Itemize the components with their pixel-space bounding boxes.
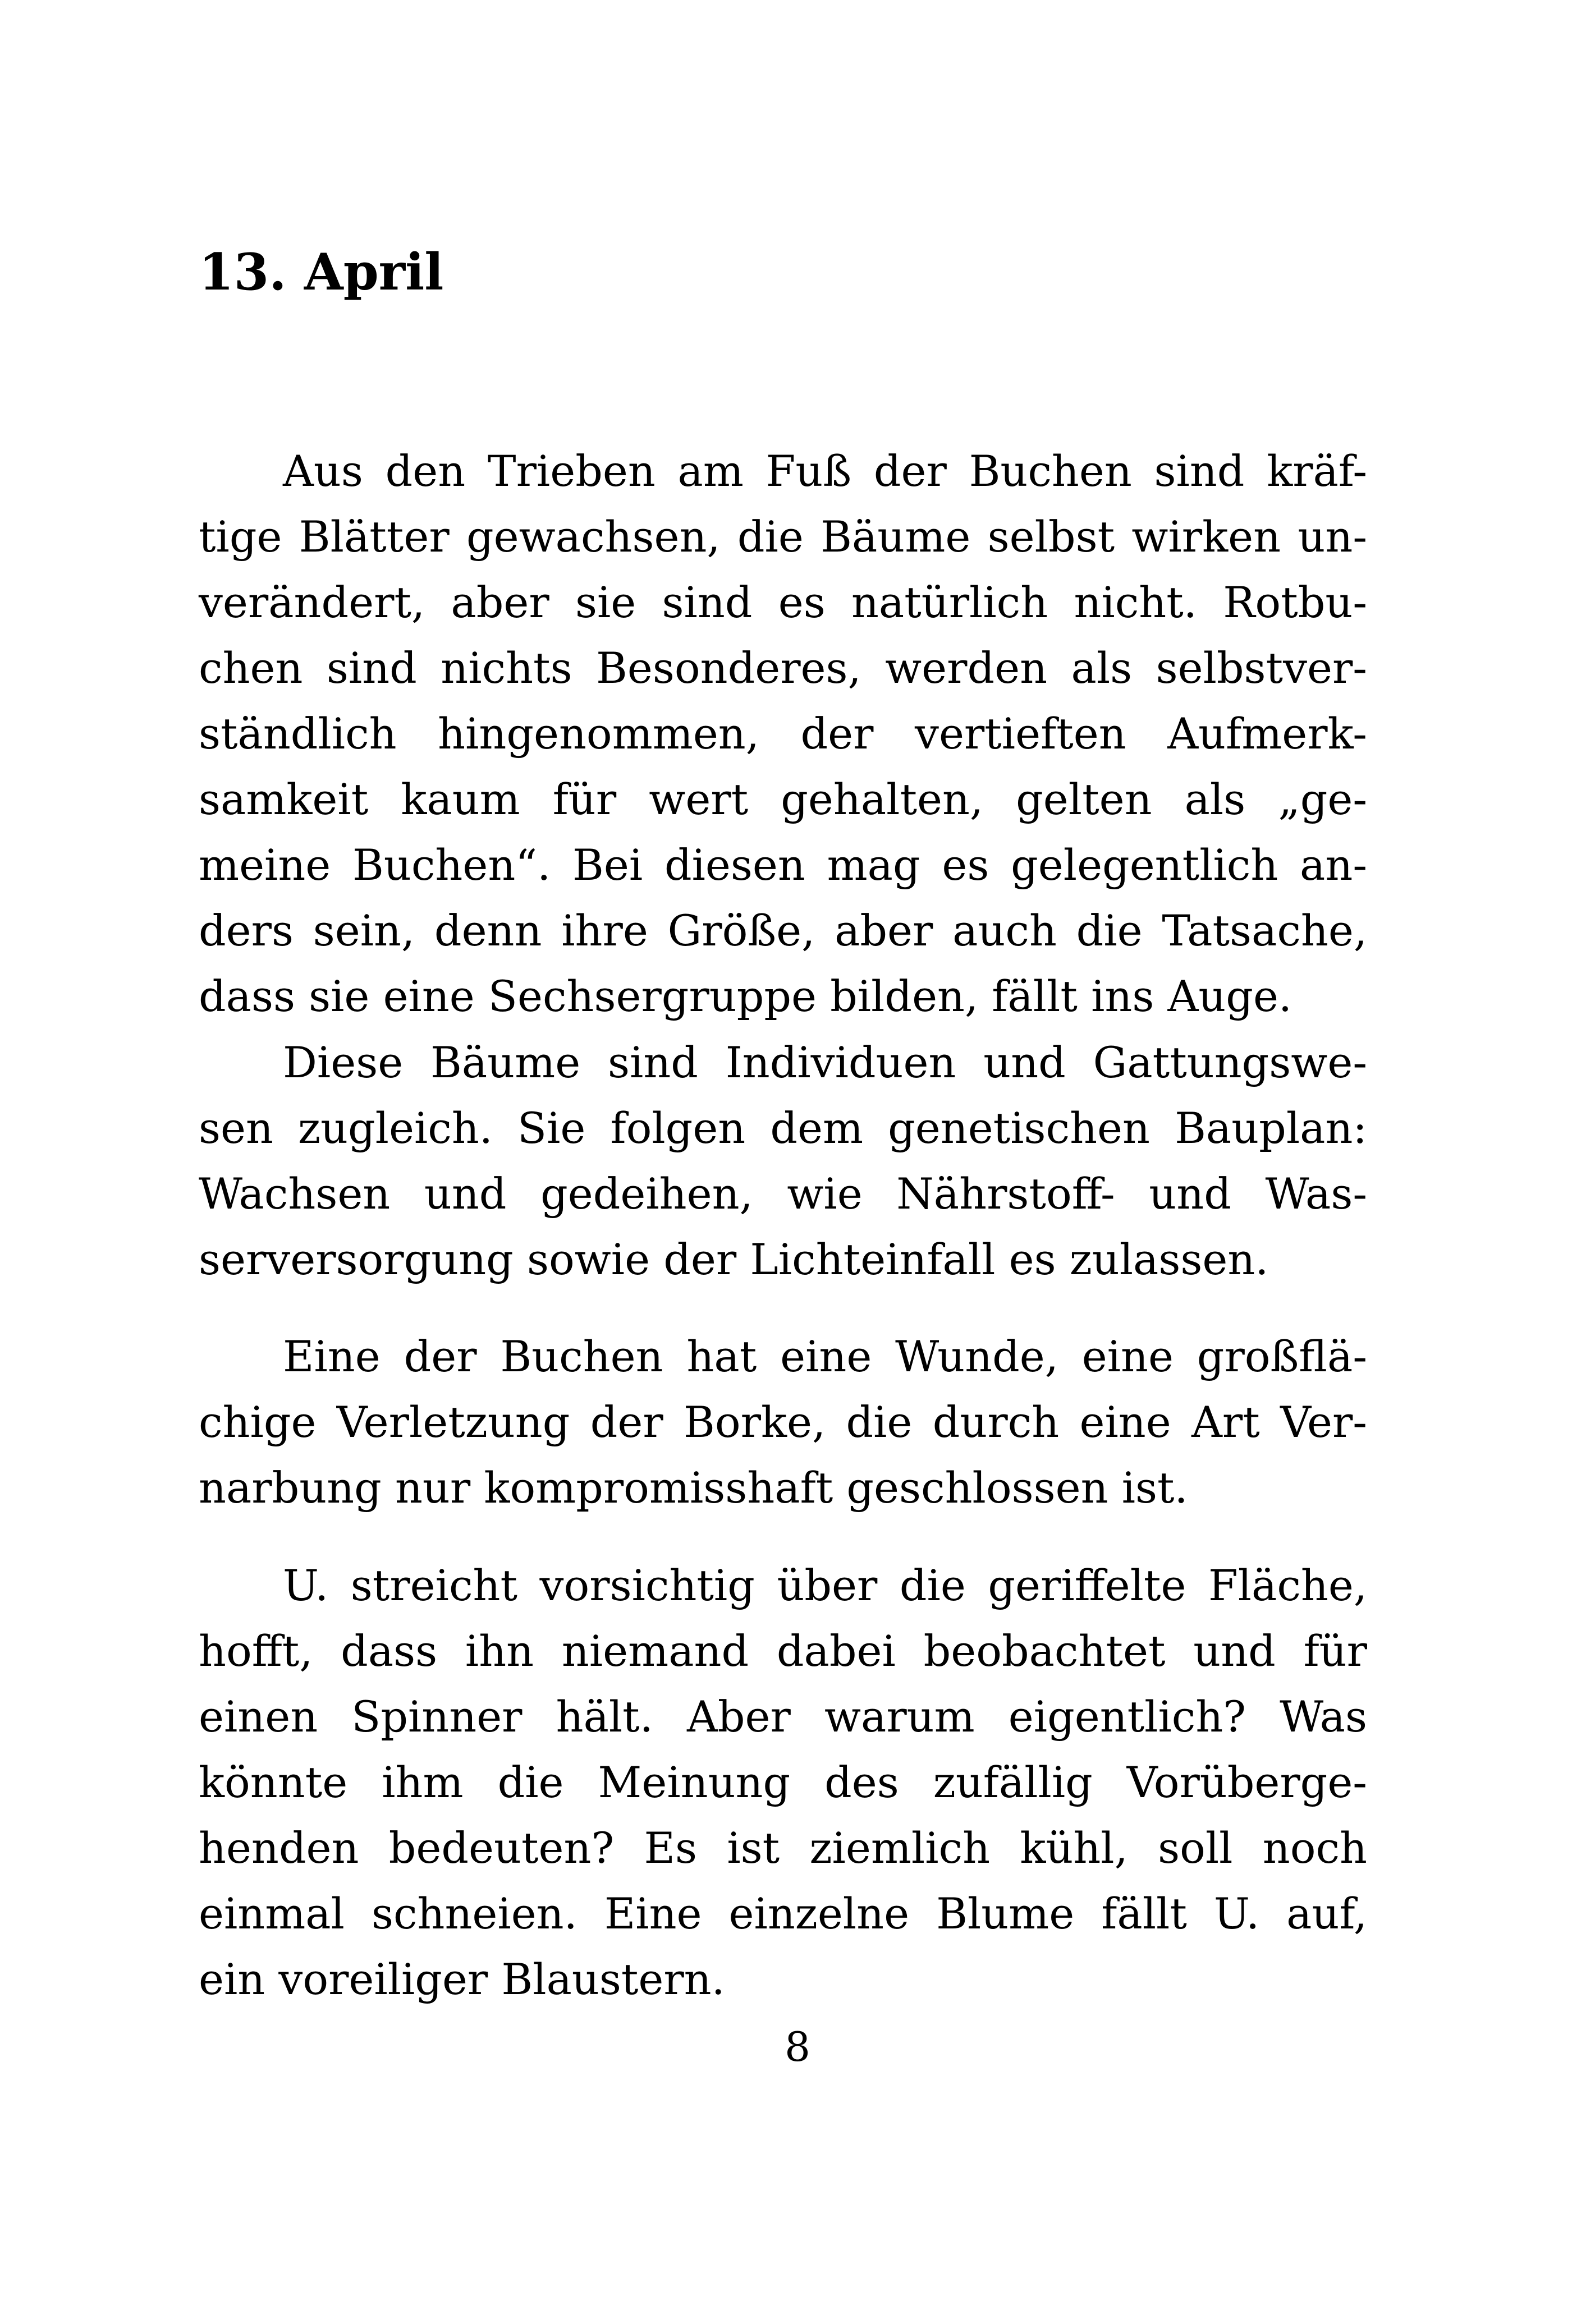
paragraph bbox=[199, 1030, 1367, 1292]
text-line: ders sein, denn ihre Größe, aber auch die Tatsache, bbox=[199, 906, 1367, 956]
text-line: meine Buchen“. Bei diesen mag es gelegentlich an- bbox=[199, 840, 1367, 890]
paragraph bbox=[199, 438, 1367, 1029]
page-number: 8 bbox=[785, 2023, 810, 2070]
paragraph bbox=[199, 1324, 1367, 1521]
text-line: chen sind nichts Besonderes, werden als selbstver- bbox=[199, 643, 1367, 693]
text-line: samkeit kaum für wert gehalten, gelten als „ge- bbox=[199, 774, 1367, 824]
page-heading: 13. April bbox=[199, 242, 444, 302]
text-line: hofft, dass ihn niemand dabei beobachtet und für bbox=[199, 1626, 1367, 1676]
text-line: narbung nur kompromisshaft geschlossen ist. bbox=[199, 1463, 1188, 1513]
text-line: verändert, aber sie sind es natürlich nicht. Rotbu- bbox=[199, 577, 1367, 627]
paragraph bbox=[199, 1553, 1367, 2012]
text-line: henden bedeuten? Es ist ziemlich kühl, soll noch bbox=[199, 1823, 1367, 1873]
text-line: dass sie eine Sechsergruppe bilden, fällt ins Auge. bbox=[199, 971, 1292, 1021]
text-line: könnte ihm die Meinung des zufällig Vorüberge- bbox=[199, 1757, 1367, 1807]
text-line: U. streicht vorsichtig über die geriffelte Fläche, bbox=[283, 1560, 1367, 1610]
text-line: ständlich hingenommen, der vertieften Aufmerk- bbox=[199, 709, 1367, 759]
text-line: Eine der Buchen hat eine Wunde, eine großflä- bbox=[283, 1331, 1367, 1381]
text-line: Wachsen und gedeihen, wie Nährstoff- und Was- bbox=[199, 1169, 1367, 1219]
text-line: chige Verletzung der Borke, die durch eine Art Ver- bbox=[199, 1397, 1367, 1447]
text-line: einen Spinner hält. Aber warum eigentlich? Was bbox=[199, 1692, 1367, 1742]
text-line: tige Blätter gewachsen, die Bäume selbst wirken un- bbox=[199, 512, 1367, 562]
text-line: einmal schneien. Eine einzelne Blume fällt U. auf, bbox=[199, 1889, 1367, 1939]
text-line: Diese Bäume sind Individuen und Gattungswe- bbox=[283, 1037, 1367, 1087]
text-line: Aus den Trieben am Fuß der Buchen sind kräf- bbox=[283, 446, 1367, 496]
text-line: sen zugleich. Sie folgen dem genetischen Bauplan: bbox=[199, 1103, 1367, 1153]
text-line: ein voreiliger Blaustern. bbox=[199, 1954, 725, 2004]
text-line: serversorgung sowie der Lichteinfall es zulassen. bbox=[199, 1234, 1269, 1284]
